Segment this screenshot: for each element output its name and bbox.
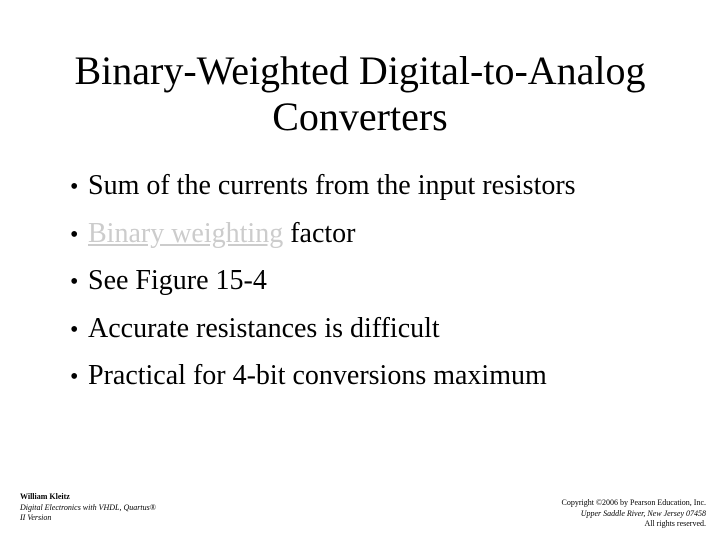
bullet-item <box>70 306 710 354</box>
bullet-icon: • <box>70 316 79 343</box>
footer-book-title: Digital Electronics with VHDL, Quartus® <box>20 502 156 512</box>
footer-book-info <box>20 492 280 524</box>
bullet-icon: • <box>70 364 79 390</box>
bullet-text: Sum of the currents from the input resistors <box>88 170 576 201</box>
bullet-list <box>70 163 710 401</box>
footer-copyright-line: Copyright ©2006 by Pearson Education, Inc. <box>561 498 706 507</box>
footer-copyright <box>446 498 706 530</box>
bullet-text: See Figure 15-4 <box>88 265 267 296</box>
slide-title <box>0 48 720 140</box>
bullet-item <box>70 211 710 259</box>
bullet-icon: • <box>70 269 79 295</box>
bullet-item <box>70 163 710 211</box>
bullet-item <box>70 258 710 306</box>
footer-author: William Kleitz <box>20 492 70 501</box>
binary-weighting-link[interactable]: Binary weighting <box>88 217 284 249</box>
bullet-text: Accurate resistances is difficult <box>88 312 440 344</box>
title-line-2: Converters <box>272 94 448 139</box>
bullet-icon: • <box>70 174 79 200</box>
bullet-item <box>70 353 710 401</box>
bullet-icon: • <box>70 221 79 248</box>
footer-rights: All rights reserved. <box>644 519 706 528</box>
bullet-text: factor <box>283 217 356 249</box>
footer-book-edition: II Version <box>20 513 52 522</box>
footer-address: Upper Saddle River, New Jersey 07458 <box>580 508 706 518</box>
title-line-1: Binary-Weighted Digital-to-Analog <box>74 48 646 93</box>
bullet-text: Practical for 4-bit conversions maximum <box>88 360 547 391</box>
